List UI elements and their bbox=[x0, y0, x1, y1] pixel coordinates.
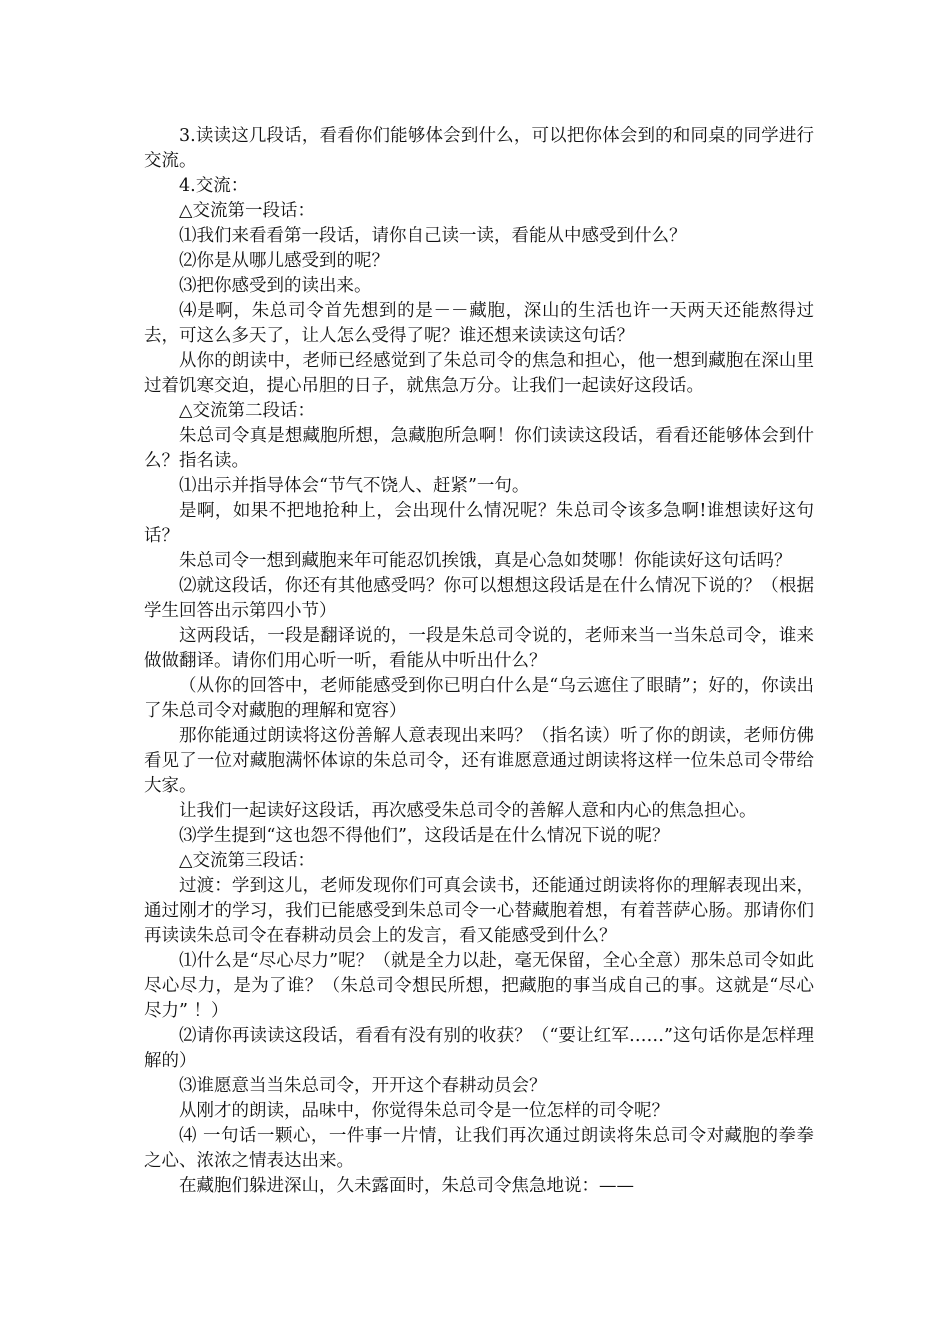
section-heading-second: △交流第二段话： bbox=[179, 401, 315, 421]
paragraph: ⑵就这段话，你还有其他感受吗？你可以想想这段话是在什么情况下说的？（根据学生回答出示第四小节） bbox=[144, 576, 814, 621]
paragraph: 过渡：学到这儿，老师发现你们可真会读书，还能通过朗读将你的理解表现出来，通过刚才的学习，我们已能感受到朱总司令一心替藏胞着想，有着菩萨心肠。那请你们再读读朱总司令在春耕动员会上的发言，看又能感受到什么？ bbox=[144, 876, 814, 946]
paragraph: ⑷ 一句话一颗心，一件事一片情，让我们再次通过朗读将朱总司令对藏胞的拳拳之心、浓浓之情表达出来。 bbox=[144, 1126, 814, 1171]
paragraph: ⑴我们来看看第一段话，请你自己读一读，看能从中感受到什么？ bbox=[179, 226, 687, 246]
section-heading-first: △交流第一段话： bbox=[179, 201, 315, 221]
paragraph: 这两段话，一段是翻译说的，一段是朱总司令说的，老师来当一当朱总司令，谁来做做翻译。请你们用心听一听，看能从中听出什么？ bbox=[144, 626, 814, 671]
paragraph: 那你能通过朗读将这份善解人意表现出来吗？（指名读）听了你的朗读，老师仿佛看见了一位对藏胞满怀体谅的朱总司令，还有谁愿意通过朗读将这样一位朱总司令带给大家。 bbox=[144, 726, 814, 796]
paragraph: 从刚才的朗读，品味中，你觉得朱总司令是一位怎样的司令呢？ bbox=[179, 1101, 669, 1121]
paragraph: 从你的朗读中，老师已经感觉到了朱总司令的焦急和担心，他一想到藏胞在深山里过着饥寒交迫，提心吊胆的日子，就焦急万分。让我们一起读好这段话。 bbox=[144, 351, 814, 396]
paragraph-step-4: 4.交流： bbox=[179, 176, 249, 196]
paragraph: ⑶学生提到“这也怨不得他们”，这段话是在什么情况下说的呢？ bbox=[179, 826, 670, 846]
paragraph: 让我们一起读好这段话，再次感受朱总司令的善解人意和内心的焦急担心。 bbox=[179, 801, 757, 821]
paragraph: ⑷是啊，朱总司令首先想到的是－－藏胞，深山的生活也许一天两天还能熬得过去，可这么多天了，让人怎么受得了呢？谁还想来读读这句话？ bbox=[144, 301, 814, 346]
paragraph: ⑶把你感受到的读出来。 bbox=[179, 276, 372, 296]
paragraph: ⑶谁愿意当当朱总司令，开开这个春耕动员会？ bbox=[179, 1076, 547, 1096]
paragraph: ⑴什么是“尽心尽力”呢？（就是全力以赴，毫无保留，全心全意）那朱总司令如此尽心尽力，是为了谁？（朱总司令想民所想，把藏胞的事当成自己的事。这就是“尽心尽力” ！） bbox=[144, 951, 814, 1021]
paragraph: 在藏胞们躲进深山，久未露面时，朱总司令焦急地说：—— bbox=[179, 1176, 634, 1196]
section-heading-third: △交流第三段话： bbox=[179, 851, 315, 871]
paragraph: ⑴出示并指导体会“节气不饶人、赶紧”一句。 bbox=[179, 476, 530, 496]
paragraph: ⑵请你再读读这段话，看看有没有别的收获？（“要让红军……”这句话你是怎样理解的） bbox=[144, 1026, 814, 1071]
paragraph: （从你的回答中，老师能感受到你已明白什么是“乌云遮住了眼睛”；好的，你读出了朱总司令对藏胞的理解和宽容） bbox=[144, 676, 814, 721]
paragraph: 朱总司令真是想藏胞所想，急藏胞所急啊！你们读读这段话，看看还能够体会到什么？指名读。 bbox=[144, 426, 814, 471]
paragraph-step-3: 3.读读这几段话，看看你们能够体会到什么，可以把你体会到的和同桌的同学进行交流。 bbox=[144, 126, 814, 171]
paragraph: ⑵你是从哪儿感受到的呢？ bbox=[179, 251, 389, 271]
paragraph: 是啊，如果不把地抢种上，会出现什么情况呢？朱总司令该多急啊!谁想读好这句话？ bbox=[144, 501, 814, 546]
document-body bbox=[144, 124, 814, 1199]
paragraph: 朱总司令一想到藏胞来年可能忍饥挨饿，真是心急如焚哪！你能读好这句话吗？ bbox=[179, 551, 792, 571]
